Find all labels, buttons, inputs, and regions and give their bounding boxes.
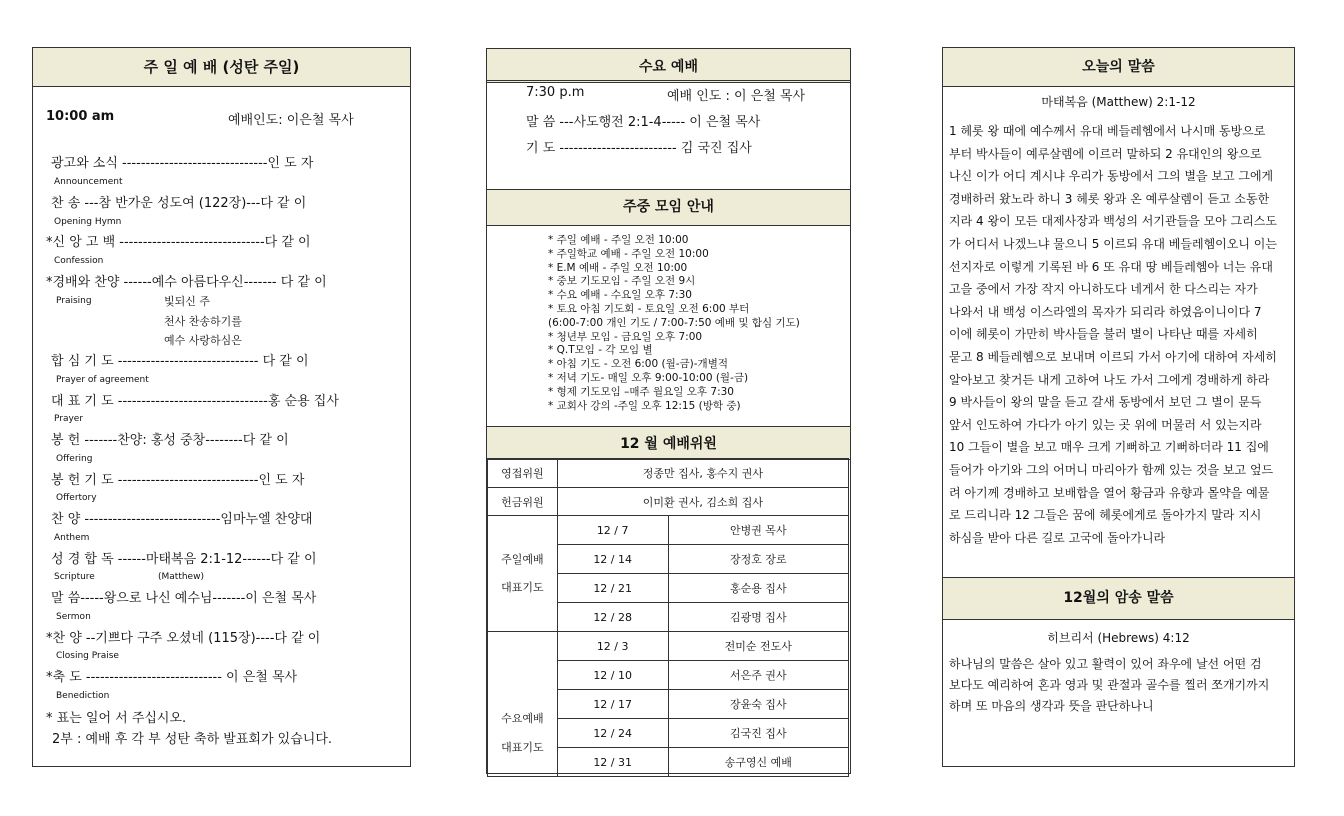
order-item-closing-praise-en: Closing Praise <box>56 651 119 661</box>
praising-song-4: 예수 사랑하심은 <box>164 334 242 347</box>
order-item-closing-praise: *찬 양 --기쁘다 구주 오셨네 (115장)----다 같 이 <box>46 631 321 646</box>
wednesday-sermon: 말 씀 ---사도행전 2:1-4----- 이 은철 목사 <box>526 115 761 130</box>
wednesday-service-title: 수요 예배 <box>487 49 850 83</box>
order-item-announcement-en: Announcement <box>54 177 123 187</box>
wednesday-prayer-label-1: 수요예배 <box>501 712 544 725</box>
verse-line: 앞서 인도하여 가다가 아기 있는 곳 위에 머물러 서 있는지라 <box>949 417 1262 432</box>
verse-line: 지라 4 왕이 모든 대제사장과 백성의 서기관들을 모아 그리스도 <box>949 214 1277 229</box>
duty-title: 12 월 예배위원 <box>487 426 850 460</box>
meeting-item: * 주일 예배 - 주일 오전 10:00 <box>548 234 689 246</box>
order-item-benediction: *축 도 ----------------------------- 이 은철 목사 <box>46 670 298 685</box>
memory-verse-text <box>949 654 1269 717</box>
memory-verse-title: 12월의 암송 말씀 <box>943 577 1294 620</box>
memory-line: 하나님의 말씀은 살아 있고 활력이 있어 좌우에 날선 어떤 검 <box>949 657 1262 671</box>
sunday-time: 10:00 am <box>46 109 115 124</box>
memory-line: 하며 또 마음의 생각과 뜻을 판단하나니 <box>949 699 1154 713</box>
verse-line: 묻고 8 베들레헴으로 보내며 이르되 가서 아기에 대하여 자세히 <box>949 349 1277 364</box>
order-item-opening-hymn-en: Opening Hymn <box>54 217 122 227</box>
duty-date: 12 / 31 <box>557 748 668 777</box>
greeting-names: 정종만 집사, 홍수지 권사 <box>557 459 848 488</box>
order-item-offertory-en: Offertory <box>56 493 97 503</box>
sunday-service-title: 주 일 예 배 (성탄 주일) <box>33 48 410 87</box>
order-item-sermon-en: Sermon <box>56 612 91 622</box>
order-item-scripture-en: Scripture <box>54 572 95 582</box>
verse-line: 나신 이가 어디 계시냐 우리가 동방에서 그의 별을 보고 그에게 <box>949 169 1274 184</box>
verse-line: 알아보고 찾거든 내게 고하여 나도 가서 그에게 경배하게 하라 <box>949 372 1270 387</box>
sunday-prayer-label <box>488 516 558 632</box>
duty-name: 장윤숙 집사 <box>668 690 848 719</box>
meeting-item: * 저녁 기도- 매일 오후 9:00-10:00 (월-금) <box>548 371 749 384</box>
duty-name: 송구영신 예배 <box>668 748 848 777</box>
order-item-prayer: 대 표 기 도 --------------------------------홍 순용 집사 <box>51 394 339 409</box>
praising-song-3: 천사 찬송하기를 <box>164 315 242 328</box>
meeting-item: * 형제 기도모임 –매주 월요일 오후 7:30 <box>548 385 734 398</box>
order-item-prayer-agreement: 합 심 기 도 ------------------------------ 다 같 이 <box>51 354 309 369</box>
meeting-item: * 중보 기도모임 - 주일 오전 9시 <box>548 275 696 288</box>
order-item-offering-en: Offering <box>56 454 93 464</box>
verse-line: 1 헤롯 왕 때에 예수께서 유대 베들레헴에서 나시매 동방으로 <box>949 124 1266 138</box>
order-item-confession-en: Confession <box>54 256 104 266</box>
standing-note: * 표는 일어 서 주십시오. <box>46 711 187 726</box>
duty-date: 12 / 17 <box>557 690 668 719</box>
todays-word-reference: 마태복음 (Matthew) 2:1-12 <box>1041 95 1196 109</box>
meeting-item: * 아침 기도 - 오전 6:00 (월-금)-개별적 <box>548 358 728 371</box>
order-item-anthem-en: Anthem <box>54 533 90 543</box>
right-panel <box>942 47 1295 767</box>
duty-name: 장정호 장로 <box>668 545 848 574</box>
verse-line: 나와서 내 백성 이스라엘의 목자가 되리라 하였음이니이다 7 <box>949 304 1262 319</box>
duty-date: 12 / 28 <box>557 603 668 632</box>
order-item-offertory: 봉 헌 기 도 ------------------------------인 도 자 <box>51 473 305 488</box>
meeting-item: * E.M 예배 - 주일 오전 10:00 <box>548 261 688 274</box>
meeting-item: * 토요 아침 기도회 - 토요일 오전 6:00 부터 <box>548 302 750 315</box>
verse-line: 로 드리니라 12 그들은 꿈에 헤롯에게로 돌아가지 말라 지시 <box>949 508 1262 523</box>
order-item-scripture-en2: (Matthew) <box>158 572 204 582</box>
wednesday-prayer: 기 도 ------------------------- 김 국진 집사 <box>526 141 752 156</box>
wednesday-prayer-label <box>488 632 558 777</box>
order-item-praising-en: Praising <box>56 296 92 306</box>
verse-line: 이에 헤롯이 가만히 박사들을 불러 별이 나타난 때를 자세히 <box>949 327 1258 342</box>
middle-panel <box>486 48 851 774</box>
verse-line: 경배하러 왔노라 하니 3 헤롯 왕과 온 예루살렘이 듣고 소동한 <box>949 191 1270 206</box>
verse-line: 들어가 아기와 그의 어머니 마리아가 함께 있는 것을 보고 엎드 <box>949 462 1274 477</box>
order-item-prayer-agreement-en: Prayer of agreement <box>56 375 149 385</box>
meeting-item: * 청년부 모임 - 금요일 오후 7:00 <box>548 330 703 343</box>
verse-line: 10 그들이 별을 보고 매우 크게 기뻐하고 기뻐하더라 11 집에 <box>949 440 1269 455</box>
duty-date: 12 / 3 <box>557 632 668 661</box>
sunday-prayer-label-1: 주일예배 <box>501 552 544 566</box>
wednesday-leader: 예배 인도 : 이 은철 목사 <box>667 89 806 104</box>
meeting-item: * Q.T모임 - 각 모임 별 <box>548 344 653 357</box>
duty-name: 안병권 목사 <box>668 516 848 545</box>
duty-date: 12 / 7 <box>557 516 668 545</box>
verse-line: 선지자로 이렇게 기록된 바 6 또 유대 땅 베들레헴아 너는 유대 <box>949 259 1273 274</box>
order-item-anthem: 찬 양 -----------------------------임마누엘 찬양대 <box>51 512 313 527</box>
offering-label: 헌금위원 <box>488 488 558 516</box>
todays-word-text <box>949 120 1277 549</box>
order-item-sermon: 말 씀-----왕으로 나신 예수님-------이 은철 목사 <box>51 591 317 606</box>
wednesday-prayer-label-2: 대표기도 <box>501 741 544 754</box>
sunday-prayer-label-2: 대표기도 <box>501 580 544 594</box>
offering-names: 이미환 권사, 김소희 집사 <box>557 488 848 516</box>
verse-line: 려 아기께 경배하고 보배합을 열어 황금과 유향과 몰약을 예물 <box>949 485 1270 500</box>
duty-name: 전미순 전도사 <box>668 632 848 661</box>
duty-name: 김광명 집사 <box>668 603 848 632</box>
meeting-item: * 수요 예배 - 수요일 오후 7:30 <box>548 289 692 302</box>
duty-date: 12 / 24 <box>557 719 668 748</box>
order-item-offering: 봉 헌 -------찬양: 홍성 중창--------다 같 이 <box>51 433 289 448</box>
order-item-prayer-en: Prayer <box>54 414 84 424</box>
memory-verse-reference: 히브리서 (Hebrews) 4:12 <box>1047 631 1190 645</box>
order-item-praising: *경배와 찬양 ------예수 아름다우신------- 다 같 이 <box>46 275 327 290</box>
meetings-list <box>548 234 800 413</box>
duty-date: 12 / 21 <box>557 574 668 603</box>
duty-name: 홍순용 집사 <box>668 574 848 603</box>
order-item-benediction-en: Benediction <box>56 691 110 701</box>
verse-line: 하심을 받아 다른 길로 고국에 돌아가니라 <box>949 530 1166 545</box>
praising-song-2: 빛되신 주 <box>164 295 211 308</box>
meeting-item: * 교회사 강의 -주일 오후 12:15 (방학 중) <box>548 399 741 412</box>
wednesday-time: 7:30 p.m <box>526 85 585 100</box>
order-item-confession: *신 앙 고 백 -------------------------------다 같 이 <box>46 235 311 250</box>
meetings-title: 주중 모임 안내 <box>487 189 850 226</box>
verse-line: 9 박사들이 왕의 말을 듣고 갈새 동방에서 보던 그 별이 문득 <box>949 395 1262 410</box>
duty-name: 김국진 집사 <box>668 719 848 748</box>
verse-line: 고을 중에서 가장 작지 아니하도다 네게서 한 다스리는 자가 <box>949 282 1258 297</box>
todays-word-title: 오늘의 말씀 <box>943 48 1294 87</box>
greeting-label: 영접위원 <box>488 459 558 488</box>
verse-line: 부터 박사들이 예루살렘에 이르러 말하되 2 유대인의 왕으로 <box>949 146 1262 161</box>
memory-line: 보다도 예리하여 혼과 영과 및 관절과 골수를 찔러 쪼개기까지 <box>949 678 1270 692</box>
duty-date: 12 / 10 <box>557 661 668 690</box>
duty-name: 서은주 권사 <box>668 661 848 690</box>
second-part-note: 2부 : 예배 후 각 부 성탄 축하 발표회가 있습니다. <box>52 732 333 747</box>
meeting-item: (6:00-7:00 개인 기도 / 7:00-7:50 예배 및 합심 기도) <box>548 316 800 329</box>
order-item-opening-hymn: 찬 송 ---참 반가운 성도여 (122장)---다 같 이 <box>51 196 307 211</box>
duty-date: 12 / 14 <box>557 545 668 574</box>
duty-table <box>487 458 849 777</box>
order-item-scripture: 성 경 합 독 ------마태복음 2:1-12------다 같 이 <box>51 552 317 567</box>
meeting-item: * 주일학교 예배 - 주일 오전 10:00 <box>548 247 709 260</box>
sunday-service-panel <box>32 47 411 767</box>
order-item-announcement: 광고와 소식 -------------------------------인 도 자 <box>51 156 314 171</box>
verse-line: 가 어디서 나겠느냐 물으니 5 이르되 유대 베들레헴이오니 이는 <box>949 236 1277 251</box>
sunday-leader: 예배인도: 이은철 목사 <box>228 113 354 128</box>
